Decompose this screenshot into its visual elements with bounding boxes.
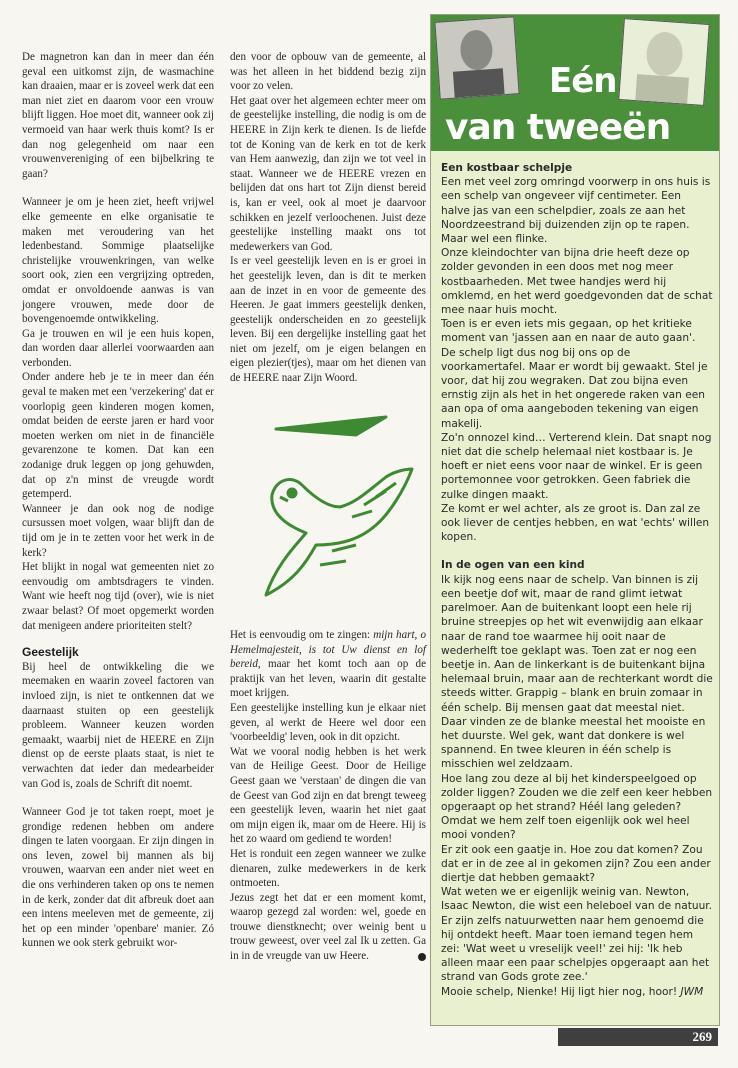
author-photo-1: [434, 16, 519, 99]
paragraph: Het gaat over het algemeen echter meer om de geestelijke instelling, die nodig is om de HEERE in Zijn kerk te dienen. Is de liefde tot de Koning van de kerk en tot de kerk van Hem aanwezig, dan zijn we tot veel in staat. Wanneer we de HEERE vrezen en belijden dat ons hart tot Zijn dienst bereid is, kan er veel, ook al moet je daarvoor schikken en jezelf verloochenen. Juist deze geestelijke instelling maakt ons tot medewerkers van God.: [230, 94, 426, 253]
column-middle: [230, 50, 426, 386]
sidebar-text-1: [441, 175, 713, 544]
olive-branch-icon: [276, 417, 386, 435]
sidebar-paragraph: Onze kleindochter van bijna drie heeft deze op zolder gevonden in een doos met nog meer kostbaarheden. Met twee handjes werd hij omklemd, en het werd goedgevonden dat de schat mee naar huis mocht.: [441, 247, 713, 317]
sidebar-heading-2: In de ogen van een kind: [441, 559, 585, 572]
sidebar-box: [430, 14, 720, 1026]
sidebar-paragraph: Wat weten we er eigenlijk weinig van. Newton, Isaac Newton, die wist een heleboel van de natuur. Er zijn zelfs natuurwetten naar hem genoemd die hij ontdekt heeft. Maar toen iemand tegen hem zei: 'Wat weet u vreselijk veel!' zei hij: 'Ik heb alleen maar een paar schelpjes opgeraapt aan het strand van Gods grote zee.': [441, 886, 713, 984]
paragraph: Het is ronduit een zegen wanneer we zulke dienaren, zulke medewerkers in de kerk ontmoeten.: [230, 847, 426, 890]
sidebar-paragraph: Zo'n onnozel kind… Verterend klein. Dat snapt nog niet dat die schelp helemaal niet kostbaar is. Je hoeft er niet eens voor naar de winkel. Er is geen portemonnee voor getrokken. Geen fabriek die zulke dingen maakt.: [441, 431, 712, 501]
dove-illustration: [236, 395, 428, 613]
paragraph: Het blijkt in nogal wat gemeenten niet zo eenvoudig om ambtsdragers te vinden. Want wie heeft nog tijd (over), wie is niet zwaar belast? Of moet opgemerkt worden dat menigeen andere prioriteiten stelt?: [22, 561, 214, 632]
paragraph: Jezus zegt het dat er een moment komt, waarop gezegd zal worden: wel, goede en trouwe dienstknecht; over weinig bent u trouw geweest, over veel zal Ik u zetten. Ga in in de vreugde van uw Heere.: [230, 891, 426, 963]
col2-block-a: [230, 50, 426, 386]
paragraph: Is er veel geestelijk leven en is er groei in het geestelijk leven, dan is dit te merken aan de inzet in en voor de gemeente des Heeren. Je gaat immers geestelijk denken, geestelijk onderscheiden en zo geestelijk leven. Bij een dergelijke instelling gaat het niet om jezelf, om je eigen belangen en eigen plezier(tjes), maar om het dienen van de HEERE naar Zijn Woord.: [230, 255, 426, 385]
sidebar-paragraph: Er zit ook een gaatje in. Hoe zou dat komen? Zou dat er in de zee al in gekomen zijn? Zou een ander diertje dat hebben gemaakt?: [441, 843, 711, 884]
col1-block-d: [22, 805, 214, 951]
signature: JWM: [680, 985, 704, 998]
paragraph: Wat we vooral nodig hebben is het werk van de Heilige Geest. Door de Heilige Geest gaan we 'verstaan' de dingen die van de Geest van God zijn en dat brengt teweeg een geestelijk leven, waarin het niet gaat om mijn eigen ik, maar om de Heere. Hij is het zo waard om gediend te worden!: [230, 745, 426, 846]
page-number: 269: [558, 1028, 718, 1046]
hymn-paragraph: Het is eenvoudig om te zingen: mijn hart, o Hemelmajesteit, is tot Uw dienst en lof bereid, maar het komt toch aan op de praktijk van het leven, waarin dit gestalte moet krijgen.: [230, 629, 426, 700]
column-left: [22, 50, 214, 951]
sidebar-title-line1: Eén: [549, 61, 617, 101]
paragraph: Wanneer je om je heen ziet, heeft vrijwel elke gemeente en elke organisatie te maken met veroudering van het ledenbestand. Sommige plaatselijke christelijke vrouwenkringen, van welke soort ook, zien een vergrijzing optreden, omdat er onvoldoende aanwas is van jongere vrouwen, mede door de bovengenoemde ontwikkeling.: [22, 196, 214, 326]
sidebar-body: [441, 161, 713, 999]
paragraph: Ga je trouwen en wil je een huis kopen, dan worden daar allerlei voorwaarden aan verbonden.: [22, 327, 214, 369]
paragraph: Wanneer je dan ook nog de nodige cursussen moet volgen, waar blijft dan de tijd om je in te zetten voor het werk in de kerk?: [22, 502, 214, 559]
sidebar-heading-1: Een kostbaar schelpje: [441, 162, 573, 174]
paragraph: Bij heel de ontwikkeling die we meemaken en waarin zoveel factoren van invloed zijn, is niet te ontkennen dat we daarnaast stuiten op een geestelijk probleem. Wanneer keuzen worden gemaakt, waarbij niet de HEERE en Zijn dienst op de eerste plaats staat, is niet te verwachten dat ieder dan medearbeider van God is, zoals de Schrift dit noemt.: [22, 660, 214, 790]
col1-block-b: [22, 195, 214, 633]
author-photo-2: [618, 18, 710, 106]
paragraph: De magnetron kan dan in meer dan één geval een uitkomst zijn, de wasmachine kan draaien, maar er is zoveel werk dat een man niet ziet en daarom voor een vrouw blijft liggen. Hoe moet dit, wanneer ook zij vermoeid van haar werk thuis komt? Is er dan nog gelegenheid om naar een vrouwenvereniging of een bijbelkring te gaan?: [22, 51, 214, 180]
column-middle-lower: [230, 628, 426, 964]
sidebar-closing: Mooie schelp, Nienke! Hij ligt hier nog, hoor! JWM: [441, 985, 704, 998]
sidebar-paragraph: Een met veel zorg omringd voorwerp in ons huis is een schelp van ongeveer vijf centimeter. Een halve jas van een schelpdier, zoals ze aan het Noordzeestrand bij duizenden zijn op te rapen. Maar wel een flinke.: [441, 176, 711, 246]
paragraph: Onder andere heb je te in meer dan één geval te maken met een 'verzekering' dat er voorlopig geen kinderen mogen komen, omdat beiden de eerste jaren er hard voor moeten werken om niet in de financiële gevarenzone te komen. Dat kan een zodanige druk leggen op jong gehuwden, dat op z'n minst de vreugde wordt getemperd.: [22, 371, 214, 501]
sidebar-text-2: [441, 573, 713, 985]
heading-geestelijk: Geestelijk: [22, 645, 79, 660]
col2-block-b: [230, 701, 426, 964]
end-bullet-icon: [418, 953, 426, 961]
sidebar-title-line2: van tweeën: [445, 107, 671, 148]
paragraph: Wanneer God je tot taken roept, moet je grondige redenen hebben om andere dingen te laten voorgaan. Er zijn dingen in ons leven, zowel bij mannen als bij vrouwen, waarvan een ander niet weet en die ons verhinderen taken op ons te nemen in de kerk, zonder dat dit afbreuk doet aan een intens meeleven met de gemeente, zij het op een minder 'openbare' manier. Zó kunnen we ook sterk gebruikt wor-: [22, 806, 214, 950]
paragraph: Een geestelijke instelling kun je elkaar niet geven, al werkt de Heere wel door een 'voorbeeldig' leven, ook in dit opzicht.: [230, 701, 426, 744]
col1-block-a: [22, 50, 214, 181]
paragraph: den voor de opbouw van de gemeente, al was het alleen in het biddend bezig zijn voor zo velen.: [230, 51, 426, 93]
sidebar-header: [431, 15, 719, 151]
col1-block-c: [22, 660, 214, 791]
sidebar-paragraph: Ik kijk nog eens naar de schelp. Van binnen is zij een beetje dof wit, maar de rand glimt ietwat parelmoer. Aan de buitenkant loopt een hele rij bruine streepjes op het wit evenwijdig aan elkaar naar de rand toe waarmee hij ooit naar de wederhelft toe geklapt was. Toen zat er nog een beetje in. Aan de linkerkant is de buitenkant bijna helemaal bruin, maar aan de rechterkant wordt die steeds witter. Grappig – blank en bruin zomaar in één schelp. Bij mensen gaat dat meestal niet. Daar vinden ze de blanke meestal het mooiste en het duurste. Wel gek, want dat donkere is wel spannend. En twee kleuren in één schelp is misschien wel zeldzaam.: [441, 573, 713, 771]
sidebar-paragraph: Toen is er even iets mis gegaan, op het kritieke moment van 'jassen aan en naar de auto gaan'. De schelp ligt dus nog bij ons op de voorkamertafel. Maar er wordt bij gewaakt. Stel je voor, dat hij zou wegraken. Dat zou bijna even ernstig zijn als het in het ongerede raken van een aan opa of oma aangeboden tekening van eigen makelij.: [441, 318, 708, 430]
sidebar-paragraph: Ze komt er wel achter, als ze groot is. Dan zal ze ook liever de centjes hebben, en wat 'echts' willen kopen.: [441, 502, 710, 544]
sidebar-paragraph: Hoe lang zou deze al bij het kinderspeelgoed op zolder liggen? Zouden we die zelf een keer hebben opgeraapt op het strand? Héél lang geleden? Omdat we hem zelf toen eigenlijk ook wel heel mooi vonden?: [441, 772, 713, 842]
